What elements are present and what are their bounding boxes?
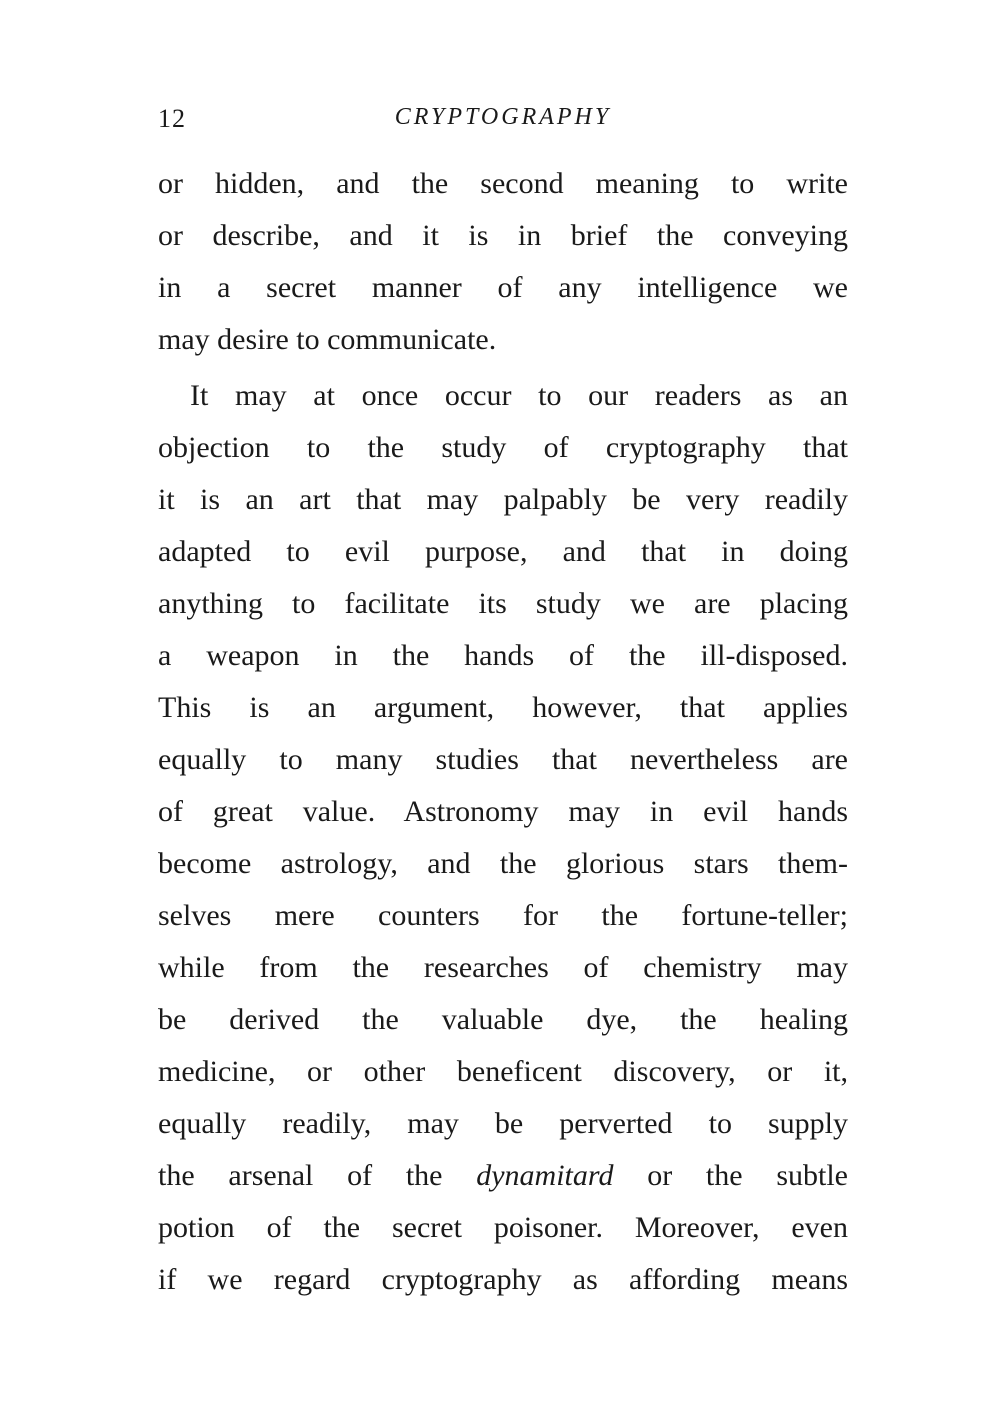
- text-line: anything to facilitate its study we are placing: [158, 587, 848, 620]
- text-line: may desire to communicate.: [158, 323, 497, 356]
- text-line: it is an art that may palpably be very readily: [158, 483, 848, 516]
- text-line: selves mere counters for the fortune-teller;: [158, 899, 848, 932]
- running-head: [158, 100, 848, 140]
- text-line: objection to the study of cryptography that: [158, 431, 848, 464]
- text-line: or describe, and it is in brief the conveying: [158, 219, 848, 252]
- text-line: if we regard cryptography as affording means: [158, 1263, 848, 1296]
- line-fragment: the arsenal of the: [158, 1159, 477, 1192]
- text-line: potion of the secret poisoner. Moreover, even: [158, 1211, 848, 1244]
- text-line: become astrology, and the glorious stars them-: [158, 847, 848, 880]
- text-line-with-italic: [158, 1150, 848, 1202]
- text-line: a weapon in the hands of the ill-disposed.: [158, 639, 848, 672]
- text-line: This is an argument, however, that applies: [158, 691, 848, 724]
- text-line: It may at once occur to our readers as an: [190, 379, 848, 412]
- text-line: medicine, or other beneficent discovery, or it,: [158, 1055, 848, 1088]
- text-line: equally readily, may be perverted to supply: [158, 1107, 848, 1140]
- text-line: while from the researches of chemistry may: [158, 951, 848, 984]
- paragraph-continuation: [158, 158, 848, 366]
- running-title: CRYPTOGRAPHY: [394, 104, 612, 130]
- body-text: [158, 158, 848, 1306]
- paragraph-objection: [158, 370, 848, 1306]
- italic-term: dynamitard: [476, 1159, 614, 1192]
- text-line: adapted to evil purpose, and that in doing: [158, 535, 848, 568]
- page-number: 12: [158, 104, 186, 133]
- text-line: or hidden, and the second meaning to write: [158, 167, 848, 200]
- text-line: be derived the valuable dye, the healing: [158, 1003, 848, 1036]
- line-fragment: or the subtle: [613, 1159, 848, 1192]
- text-line: in a secret manner of any intelligence we: [158, 271, 848, 304]
- text-line: equally to many studies that nevertheless are: [158, 743, 848, 776]
- text-line: of great value. Astronomy may in evil hands: [158, 795, 848, 828]
